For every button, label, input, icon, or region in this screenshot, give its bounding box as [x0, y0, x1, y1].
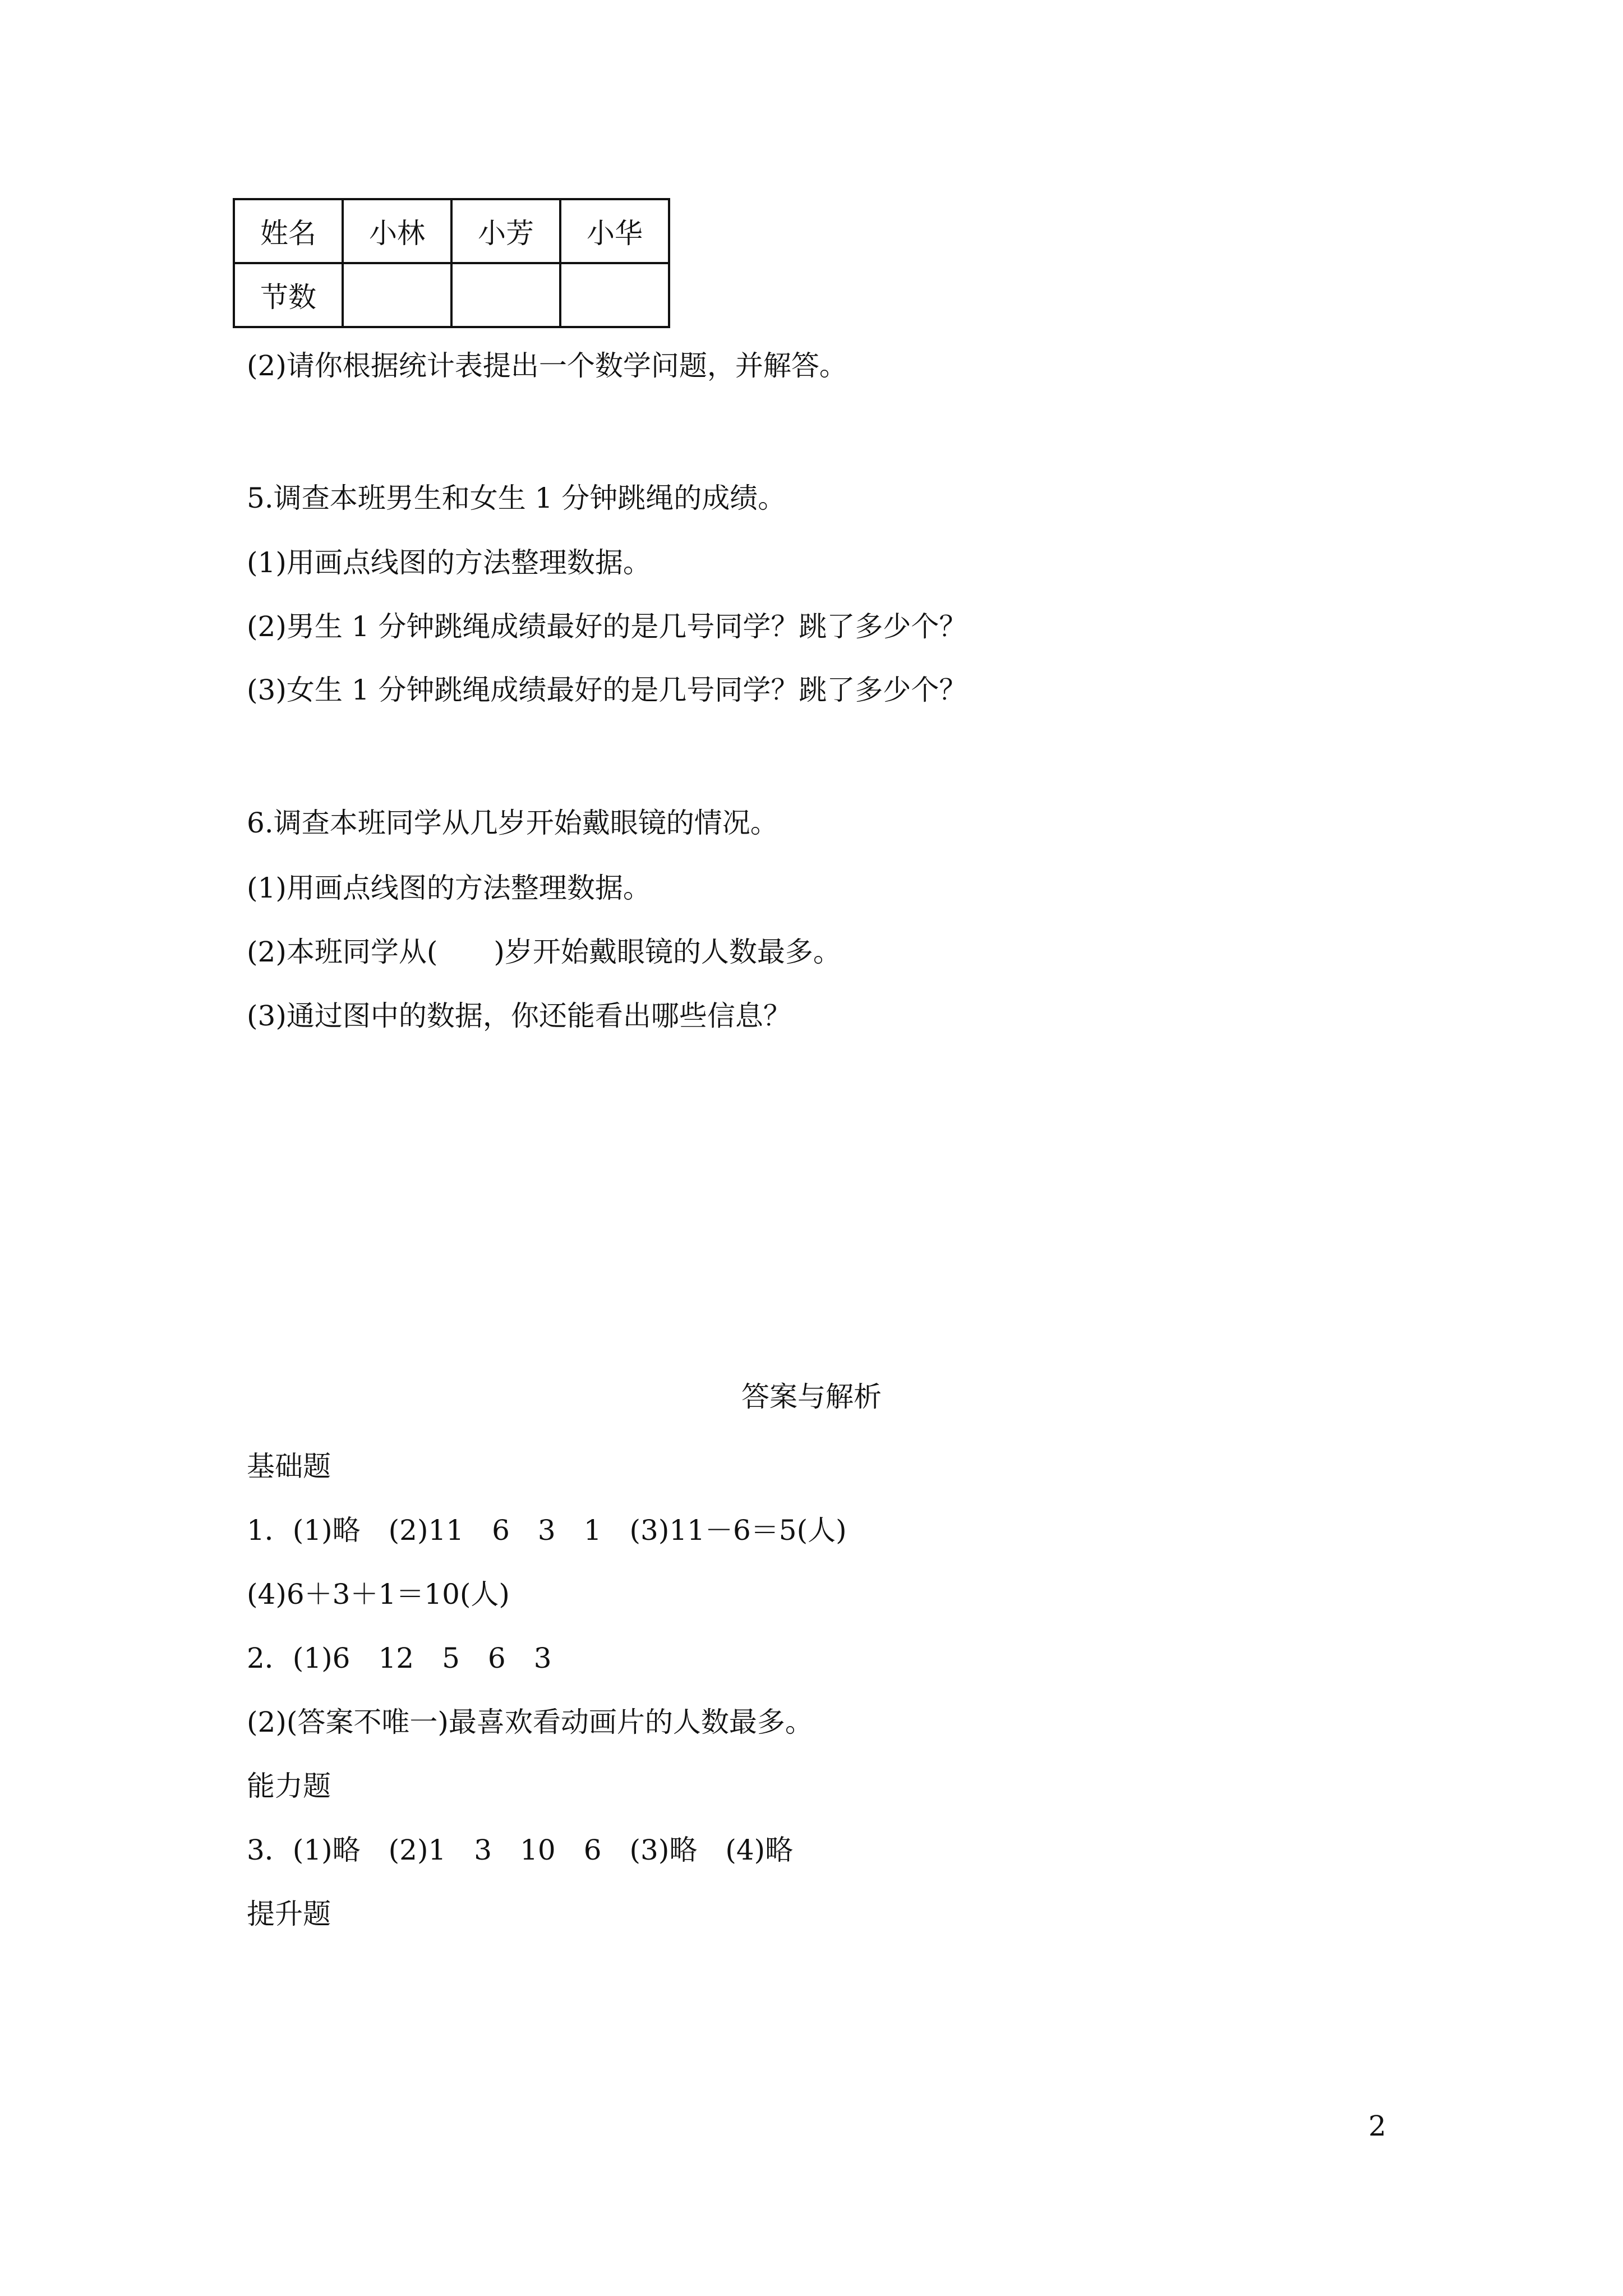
answer-1-line-2: (4)6＋3＋1＝10(人) — [247, 1578, 510, 1611]
table-cell-blank — [560, 263, 669, 327]
table-cell: 节数 — [234, 263, 343, 327]
answer-3-line-1: 3．(1)略 (2)1 3 10 6 (3)略 (4)略 — [247, 1834, 794, 1866]
question-6-part-1: (1)用画点线图的方法整理数据。 — [247, 872, 651, 904]
advanced-section-heading: 提升题 — [247, 1898, 331, 1930]
question-5-part-2: (2)男生 1 分钟跳绳成绩最好的是几号同学？跳了多少个？ — [247, 610, 967, 643]
table-cell-blank — [343, 263, 451, 327]
table-cell-blank — [451, 263, 560, 327]
table-cell: 姓名 — [234, 199, 343, 263]
table-cell: 小林 — [343, 199, 451, 263]
page-number: 2 — [1368, 2110, 1386, 2142]
question-6-part-2: (2)本班同学从( )岁开始戴眼镜的人数最多。 — [247, 936, 841, 968]
question-5-part-1: (1)用画点线图的方法整理数据。 — [247, 546, 651, 579]
answer-2-line-1: 2．(1)6 12 5 6 3 — [247, 1642, 552, 1674]
answer-1-line-1: 1．(1)略 (2)11 6 3 1 (3)11－6＝5(人) — [247, 1514, 847, 1547]
question-6-part-3: (3)通过图中的数据，你还能看出哪些信息？ — [247, 1000, 791, 1032]
basic-section-heading: 基础题 — [247, 1450, 331, 1483]
table-header-row — [234, 199, 669, 263]
statistics-table — [233, 198, 670, 328]
answers-title: 答案与解析 — [741, 1381, 882, 1413]
question-4-part-2: (2)请你根据统计表提出一个数学问题，并解答。 — [247, 349, 847, 382]
table-row — [234, 263, 669, 327]
answer-2-line-2: (2)(答案不唯一)最喜欢看动画片的人数最多。 — [247, 1706, 813, 1738]
question-5-title: 5.调查本班男生和女生 1 分钟跳绳的成绩。 — [247, 482, 786, 514]
question-6-title: 6.调查本班同学从几岁开始戴眼镜的情况。 — [247, 807, 778, 839]
table-cell: 小芳 — [451, 199, 560, 263]
question-5-part-3: (3)女生 1 分钟跳绳成绩最好的是几号同学？跳了多少个？ — [247, 674, 967, 706]
ability-section-heading: 能力题 — [247, 1770, 331, 1802]
table-cell: 小华 — [560, 199, 669, 263]
